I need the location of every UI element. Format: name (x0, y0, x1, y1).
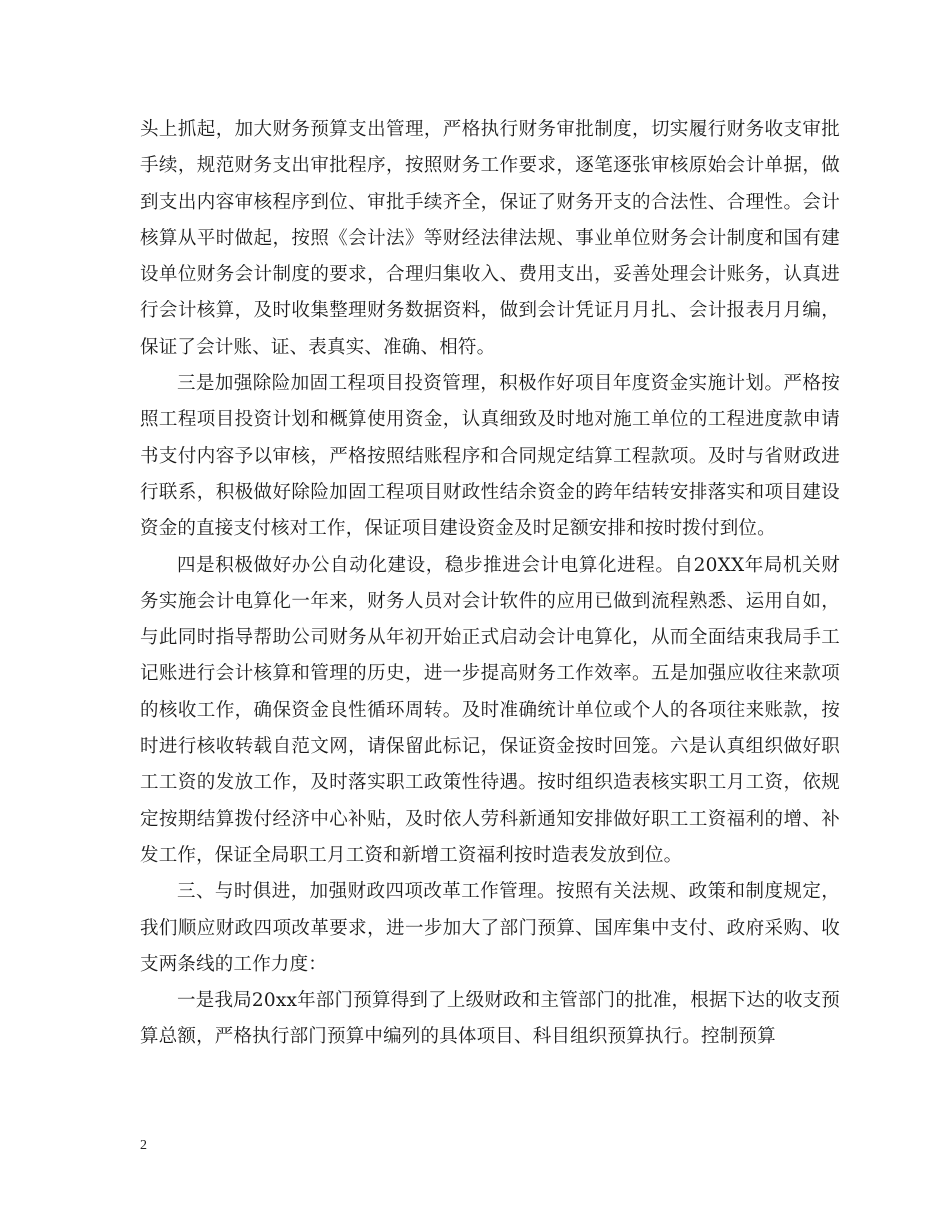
paragraph-1: 头上抓起，加大财务预算支出管理，严格执行财务审批制度，切实履行财务收支审批手续，规范财务支出审批程序，按照财务工作要求，逐笔逐张审核原始会计单据，做到支出内容审核程序到位、审批手续齐全，保证了财务开支的合法性、合理性。会计核算从平时做起，按照《会计法》等财经法律法规、事业单位财务会计制度和国有建设单位财务会计制度的要求，合理归集收入、费用支出，妥善处理会计账务，认真进行会计核算，及时收集整理财务数据资料，做到会计凭证月月扎、会计报表月月编，保证了会计账、证、表真实、准确、相符。 (140, 119, 840, 358)
document-body (140, 112, 840, 1056)
paragraph-5: 一是我局20xx年部门预算得到了上级财政和主管部门的批准，根据下达的收支预算总额，严格执行部门预算中编列的具体项目、科目组织预算执行。控制预算 (140, 990, 840, 1048)
paragraph-4: 三、与时俱进，加强财政四项改革工作管理。按照有关法规、政策和制度规定，我们顺应财政四项改革要求，进一步加大了部门预算、国库集中支付、政府采购、收支两条线的工作力度： (140, 881, 840, 975)
page-number: 2 (140, 1138, 147, 1153)
paragraph-3: 四是积极做好办公自动化建设，稳步推进会计电算化进程。自20XX年局机关财务实施会计电算化一年来，财务人员对会计软件的应用已做到流程熟悉、运用自如，与此同时指导帮助公司财务从年初开始正式启动会计电算化，从而全面结束我局手工记账进行会计核算和管理的历史，进一步提高财务工作效率。五是加强应收往来款项的核收工作，确保资金良性循环周转。及时准确统计单位或个人的各项往来账款，按时进行核收转载自范文网，请保留此标记，保证资金按时回笼。六是认真组织做好职工工资的发放工作，及时落实职工政策性待遇。按时组织造表核实职工月工资，依规定按期结算拨付经济中心补贴，及时依人劳科新通知安排做好职工工资福利的增、补发工作，保证全局职工月工资和新增工资福利按时造表发放到位。 (140, 554, 840, 866)
paragraph-2: 三是加强除险加固工程项目投资管理，积极作好项目年度资金实施计划。严格按照工程项目投资计划和概算使用资金，认真细致及时地对施工单位的工程进度款申请书支付内容予以审核，严格按照结账程序和合同规定结算工程款项。及时与省财政进行联系，积极做好除险加固工程项目财政性结余资金的跨年结转安排落实和项目建设资金的直接支付核对工作，保证项目建设资金及时足额安排和按时拨付到位。 (140, 373, 840, 540)
